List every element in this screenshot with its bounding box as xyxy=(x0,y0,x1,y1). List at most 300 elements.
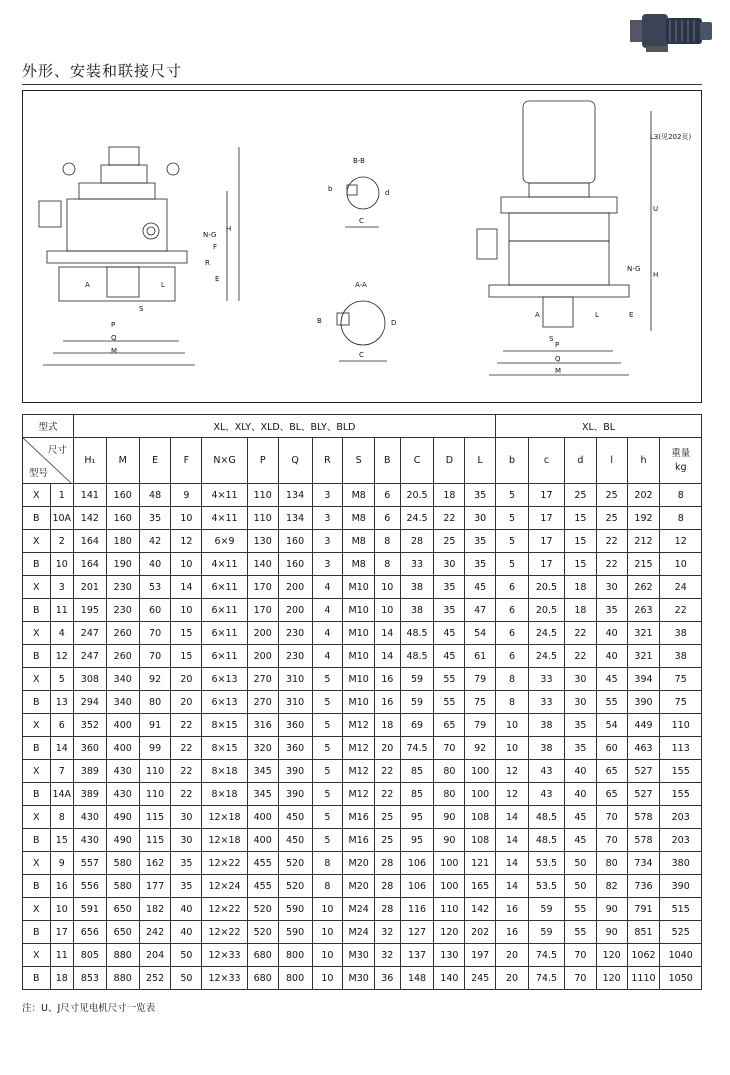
table-cell: 160 xyxy=(278,553,312,576)
table-cell: 115 xyxy=(139,806,171,829)
table-cell: 400 xyxy=(247,829,278,852)
table-cell: 6×11 xyxy=(202,576,248,599)
table-cell: 65 xyxy=(596,783,627,806)
table-cell: 35 xyxy=(564,714,596,737)
table-cell: 91 xyxy=(139,714,171,737)
table-cell: 22 xyxy=(660,599,702,622)
table-cell: 170 xyxy=(247,576,278,599)
model-number-cell: 11 xyxy=(50,944,73,967)
table-cell: 43 xyxy=(528,783,564,806)
table-cell: 45 xyxy=(564,806,596,829)
table-cell: 5 xyxy=(312,783,343,806)
table-cell: 390 xyxy=(660,875,702,898)
table-cell: 35 xyxy=(465,530,496,553)
table-cell: 340 xyxy=(106,691,139,714)
table-cell: 9 xyxy=(171,484,202,507)
table-cell: 320 xyxy=(247,737,278,760)
table-cell: 14 xyxy=(171,576,202,599)
table-cell: 557 xyxy=(73,852,106,875)
table-cell: 200 xyxy=(247,645,278,668)
table-cell: 28 xyxy=(375,875,400,898)
table-header-row-1 xyxy=(23,415,702,438)
table-cell: 5 xyxy=(496,507,529,530)
table-cell: 12×22 xyxy=(202,852,248,875)
table-cell: 120 xyxy=(596,967,627,990)
table-cell: 252 xyxy=(139,967,171,990)
table-cell: 520 xyxy=(278,852,312,875)
table-cell: 308 xyxy=(73,668,106,691)
table-cell: 22 xyxy=(434,507,465,530)
table-cell: 95 xyxy=(400,806,434,829)
model-prefix-cell: B xyxy=(23,599,51,622)
table-cell: 100 xyxy=(465,760,496,783)
table-cell: 80 xyxy=(139,691,171,714)
table-cell: 490 xyxy=(106,806,139,829)
table-cell: 190 xyxy=(106,553,139,576)
svg-text:N-G: N-G xyxy=(627,265,641,273)
table-cell: 45 xyxy=(434,622,465,645)
table-cell: 20 xyxy=(375,737,400,760)
table-cell: 6×11 xyxy=(202,622,248,645)
table-cell: 90 xyxy=(596,898,627,921)
table-cell: 38 xyxy=(400,599,434,622)
table-cell: 48.5 xyxy=(400,645,434,668)
table-cell: 50 xyxy=(564,875,596,898)
table-cell: 10 xyxy=(312,944,343,967)
table-cell: 520 xyxy=(247,921,278,944)
table-cell: 520 xyxy=(247,898,278,921)
table-cell: 202 xyxy=(627,484,660,507)
table-cell: 20.5 xyxy=(400,484,434,507)
table-cell: 24.5 xyxy=(528,645,564,668)
table-cell: 35 xyxy=(171,852,202,875)
table-cell: 12×24 xyxy=(202,875,248,898)
table-cell: 389 xyxy=(73,783,106,806)
table-row xyxy=(23,783,702,806)
table-cell: 59 xyxy=(400,668,434,691)
table-cell: 430 xyxy=(73,829,106,852)
table-cell: 3 xyxy=(312,553,343,576)
table-cell: 155 xyxy=(660,760,702,783)
table-cell: 5 xyxy=(312,737,343,760)
column-header: F xyxy=(171,438,202,484)
table-cell: 230 xyxy=(106,599,139,622)
model-prefix-cell: B xyxy=(23,967,51,990)
table-cell: 430 xyxy=(106,783,139,806)
column-header: D xyxy=(434,438,465,484)
table-cell: 22 xyxy=(596,530,627,553)
svg-text:L: L xyxy=(161,281,165,289)
table-cell: 25 xyxy=(596,484,627,507)
table-cell: 40 xyxy=(596,645,627,668)
table-cell: 79 xyxy=(465,714,496,737)
right-reducer-drawing xyxy=(477,101,691,375)
footnote: 注：U、J尺寸见电机尺寸一览表 xyxy=(22,1003,156,1014)
table-cell: 389 xyxy=(73,760,106,783)
table-cell: 59 xyxy=(528,921,564,944)
model-number-cell: 5 xyxy=(50,668,73,691)
model-number-cell: 10 xyxy=(50,553,73,576)
table-cell: 851 xyxy=(627,921,660,944)
table-cell: 202 xyxy=(465,921,496,944)
table-cell: 74.5 xyxy=(528,944,564,967)
table-cell: 30 xyxy=(465,507,496,530)
table-cell: 47 xyxy=(465,599,496,622)
table-cell: M30 xyxy=(343,944,375,967)
model-prefix-cell: X xyxy=(23,576,51,599)
table-cell: 15 xyxy=(171,622,202,645)
table-cell: 142 xyxy=(465,898,496,921)
table-cell: 12 xyxy=(496,783,529,806)
table-cell: 6 xyxy=(496,645,529,668)
table-cell: 28 xyxy=(375,852,400,875)
table-cell: 5 xyxy=(312,668,343,691)
column-header: l xyxy=(596,438,627,484)
table-cell: 148 xyxy=(400,967,434,990)
table-cell: 12 xyxy=(660,530,702,553)
svg-text:A: A xyxy=(85,281,90,289)
table-cell: 880 xyxy=(106,944,139,967)
table-cell: 212 xyxy=(627,530,660,553)
table-cell: 12×22 xyxy=(202,921,248,944)
table-cell: 736 xyxy=(627,875,660,898)
table-cell: 5 xyxy=(312,714,343,737)
table-cell: M12 xyxy=(343,760,375,783)
table-cell: 8×15 xyxy=(202,714,248,737)
model-prefix-cell: X xyxy=(23,622,51,645)
table-cell: 40 xyxy=(139,553,171,576)
svg-text:B-B: B-B xyxy=(353,157,365,165)
table-cell: 35 xyxy=(564,737,596,760)
table-cell: 450 xyxy=(278,829,312,852)
table-cell: 321 xyxy=(627,622,660,645)
model-number-cell: 3 xyxy=(50,576,73,599)
svg-text:d: d xyxy=(385,189,390,197)
model-type-header: 型式 xyxy=(23,415,74,438)
dimension-drawing xyxy=(22,90,702,403)
column-header: c xyxy=(528,438,564,484)
table-cell: 390 xyxy=(627,691,660,714)
table-cell: 3 xyxy=(312,484,343,507)
table-cell: 20 xyxy=(496,967,529,990)
table-cell: 3 xyxy=(312,507,343,530)
table-cell: 200 xyxy=(247,622,278,645)
table-cell: 24.5 xyxy=(528,622,564,645)
table-cell: 25 xyxy=(375,806,400,829)
table-row xyxy=(23,576,702,599)
table-cell: M24 xyxy=(343,921,375,944)
table-cell: 24 xyxy=(660,576,702,599)
svg-text:C: C xyxy=(359,217,364,225)
table-cell: 197 xyxy=(465,944,496,967)
table-cell: 8×18 xyxy=(202,783,248,806)
table-cell: 130 xyxy=(434,944,465,967)
svg-text:M: M xyxy=(111,347,118,355)
table-cell: 33 xyxy=(528,691,564,714)
table-row xyxy=(23,921,702,944)
table-cell: 82 xyxy=(596,875,627,898)
table-cell: 527 xyxy=(627,760,660,783)
table-row xyxy=(23,714,702,737)
svg-text:B: B xyxy=(317,317,322,325)
svg-text:P: P xyxy=(111,321,116,329)
table-cell: 8 xyxy=(312,852,343,875)
table-cell: 35 xyxy=(139,507,171,530)
svg-text:L3(见202页): L3(见202页) xyxy=(650,133,692,141)
model-prefix-cell: X xyxy=(23,760,51,783)
table-cell: 525 xyxy=(660,921,702,944)
series-header-full: XL、XLY、XLD、BL、BLY、BLD xyxy=(73,415,495,438)
table-cell: M12 xyxy=(343,783,375,806)
table-cell: 360 xyxy=(278,714,312,737)
table-cell: 80 xyxy=(434,760,465,783)
table-cell: 60 xyxy=(596,737,627,760)
table-cell: 15 xyxy=(171,645,202,668)
table-cell: 130 xyxy=(247,530,278,553)
table-cell: 12×18 xyxy=(202,829,248,852)
table-cell: 54 xyxy=(465,622,496,645)
table-cell: 17 xyxy=(528,530,564,553)
table-cell: 160 xyxy=(106,484,139,507)
table-cell: 35 xyxy=(465,553,496,576)
table-cell: M24 xyxy=(343,898,375,921)
table-cell: 28 xyxy=(375,898,400,921)
table-cell: 650 xyxy=(106,898,139,921)
table-cell: 38 xyxy=(400,576,434,599)
table-cell: 53.5 xyxy=(528,852,564,875)
table-cell: 85 xyxy=(400,760,434,783)
table-cell: 40 xyxy=(564,760,596,783)
table-row xyxy=(23,737,702,760)
table-cell: 360 xyxy=(278,737,312,760)
table-cell: 16 xyxy=(375,691,400,714)
table-cell: 40 xyxy=(171,921,202,944)
table-cell: M12 xyxy=(343,714,375,737)
table-cell: 38 xyxy=(660,622,702,645)
table-cell: 110 xyxy=(660,714,702,737)
table-cell: 10 xyxy=(496,737,529,760)
table-cell: 8 xyxy=(312,875,343,898)
table-cell: 165 xyxy=(465,875,496,898)
table-cell: 4×11 xyxy=(202,484,248,507)
model-number-cell: 10 xyxy=(50,898,73,921)
table-cell: 55 xyxy=(564,921,596,944)
table-cell: 20 xyxy=(171,691,202,714)
table-cell: 340 xyxy=(106,668,139,691)
table-cell: 310 xyxy=(278,668,312,691)
table-cell: 38 xyxy=(660,645,702,668)
table-cell: 140 xyxy=(247,553,278,576)
table-cell: 177 xyxy=(139,875,171,898)
table-cell: 53.5 xyxy=(528,875,564,898)
table-cell: 800 xyxy=(278,967,312,990)
table-cell: 455 xyxy=(247,875,278,898)
table-cell: 16 xyxy=(496,921,529,944)
svg-text:A: A xyxy=(535,311,540,319)
table-cell: 390 xyxy=(278,760,312,783)
table-cell: 75 xyxy=(660,691,702,714)
table-row xyxy=(23,530,702,553)
table-cell: 230 xyxy=(106,576,139,599)
model-number-cell: 1 xyxy=(50,484,73,507)
table-row xyxy=(23,760,702,783)
weight-header: 重量 kg xyxy=(660,438,702,484)
model-number-cell: 12 xyxy=(50,645,73,668)
table-cell: 527 xyxy=(627,783,660,806)
table-cell: 100 xyxy=(434,852,465,875)
table-cell: 260 xyxy=(106,645,139,668)
table-cell: 195 xyxy=(73,599,106,622)
column-header: S xyxy=(343,438,375,484)
model-number-cell: 17 xyxy=(50,921,73,944)
table-cell: 6×13 xyxy=(202,691,248,714)
model-number-cell: 18 xyxy=(50,967,73,990)
table-cell: 90 xyxy=(596,921,627,944)
model-number-cell: 13 xyxy=(50,691,73,714)
svg-text:C: C xyxy=(359,351,364,359)
table-cell: 30 xyxy=(434,553,465,576)
table-cell: 59 xyxy=(528,898,564,921)
table-cell: 4×11 xyxy=(202,507,248,530)
table-cell: 116 xyxy=(400,898,434,921)
model-prefix-cell: X xyxy=(23,852,51,875)
table-cell: 140 xyxy=(434,967,465,990)
table-cell: 65 xyxy=(434,714,465,737)
table-cell: 6 xyxy=(375,484,400,507)
table-cell: 580 xyxy=(106,875,139,898)
svg-text:A-A: A-A xyxy=(355,281,367,289)
model-number-cell: 14 xyxy=(50,737,73,760)
title-divider xyxy=(22,84,702,85)
table-cell: 4×11 xyxy=(202,553,248,576)
table-cell: 134 xyxy=(278,484,312,507)
model-prefix-cell: X xyxy=(23,714,51,737)
svg-text:b: b xyxy=(328,185,333,193)
model-prefix-cell: B xyxy=(23,737,51,760)
table-cell: 203 xyxy=(660,829,702,852)
table-cell: 14 xyxy=(496,829,529,852)
table-cell: 20 xyxy=(171,668,202,691)
table-cell: 316 xyxy=(247,714,278,737)
model-number-cell: 6 xyxy=(50,714,73,737)
column-header: H₁ xyxy=(73,438,106,484)
table-cell: 110 xyxy=(139,760,171,783)
svg-text:H: H xyxy=(653,271,659,279)
table-cell: 65 xyxy=(596,760,627,783)
table-cell: 6 xyxy=(496,622,529,645)
table-cell: 204 xyxy=(139,944,171,967)
table-cell: 85 xyxy=(400,783,434,806)
table-cell: 160 xyxy=(278,530,312,553)
table-cell: M8 xyxy=(343,553,375,576)
table-cell: 20.5 xyxy=(528,599,564,622)
table-cell: 70 xyxy=(139,645,171,668)
table-cell: 14 xyxy=(496,875,529,898)
table-cell: 38 xyxy=(528,714,564,737)
table-cell: 8 xyxy=(660,507,702,530)
table-cell: M12 xyxy=(343,737,375,760)
table-cell: 120 xyxy=(434,921,465,944)
table-cell: 6 xyxy=(375,507,400,530)
table-cell: 680 xyxy=(247,944,278,967)
table-cell: M16 xyxy=(343,806,375,829)
table-cell: 5 xyxy=(312,760,343,783)
table-cell: 200 xyxy=(278,576,312,599)
table-cell: 352 xyxy=(73,714,106,737)
table-cell: 22 xyxy=(171,714,202,737)
table-cell: 14 xyxy=(375,645,400,668)
table-header-row-2 xyxy=(23,438,702,484)
table-row xyxy=(23,622,702,645)
table-row xyxy=(23,967,702,990)
table-cell: 5 xyxy=(496,484,529,507)
table-cell: 791 xyxy=(627,898,660,921)
table-cell: 10 xyxy=(171,599,202,622)
table-cell: 48.5 xyxy=(400,622,434,645)
svg-text:U: U xyxy=(653,205,659,213)
table-cell: 8 xyxy=(375,553,400,576)
table-cell: 59 xyxy=(400,691,434,714)
table-cell: 162 xyxy=(139,852,171,875)
model-prefix-cell: X xyxy=(23,944,51,967)
table-row xyxy=(23,944,702,967)
table-cell: 40 xyxy=(171,898,202,921)
table-cell: 127 xyxy=(400,921,434,944)
table-cell: 50 xyxy=(171,967,202,990)
table-cell: 22 xyxy=(375,760,400,783)
table-cell: 170 xyxy=(247,599,278,622)
table-row xyxy=(23,553,702,576)
table-cell: 294 xyxy=(73,691,106,714)
table-cell: 79 xyxy=(465,668,496,691)
model-prefix-cell: B xyxy=(23,553,51,576)
page-title: 外形、安装和联接尺寸 xyxy=(22,62,183,80)
table-cell: 32 xyxy=(375,944,400,967)
table-row xyxy=(23,484,702,507)
table-cell: 270 xyxy=(247,691,278,714)
column-header: N×G xyxy=(202,438,248,484)
table-cell: 18 xyxy=(375,714,400,737)
table-cell: 12×33 xyxy=(202,967,248,990)
table-cell: 390 xyxy=(278,783,312,806)
table-cell: 38 xyxy=(528,737,564,760)
table-cell: 6 xyxy=(496,599,529,622)
table-cell: 10 xyxy=(312,967,343,990)
table-cell: 10 xyxy=(171,553,202,576)
table-cell: 120 xyxy=(596,944,627,967)
table-cell: 8 xyxy=(660,484,702,507)
table-cell: 400 xyxy=(247,806,278,829)
table-cell: 805 xyxy=(73,944,106,967)
table-cell: 230 xyxy=(278,622,312,645)
table-row xyxy=(23,668,702,691)
table-cell: 800 xyxy=(278,944,312,967)
table-cell: 8 xyxy=(496,668,529,691)
table-cell: 247 xyxy=(73,645,106,668)
table-cell: 15 xyxy=(564,507,596,530)
table-cell: 134 xyxy=(278,507,312,530)
table-cell: M10 xyxy=(343,576,375,599)
svg-text:R: R xyxy=(205,259,210,267)
table-cell: 16 xyxy=(375,668,400,691)
table-cell: 95 xyxy=(400,829,434,852)
table-cell: 92 xyxy=(465,737,496,760)
table-cell: 35 xyxy=(434,599,465,622)
table-cell: 70 xyxy=(596,829,627,852)
table-cell: 310 xyxy=(278,691,312,714)
table-cell: 61 xyxy=(465,645,496,668)
table-cell: 263 xyxy=(627,599,660,622)
